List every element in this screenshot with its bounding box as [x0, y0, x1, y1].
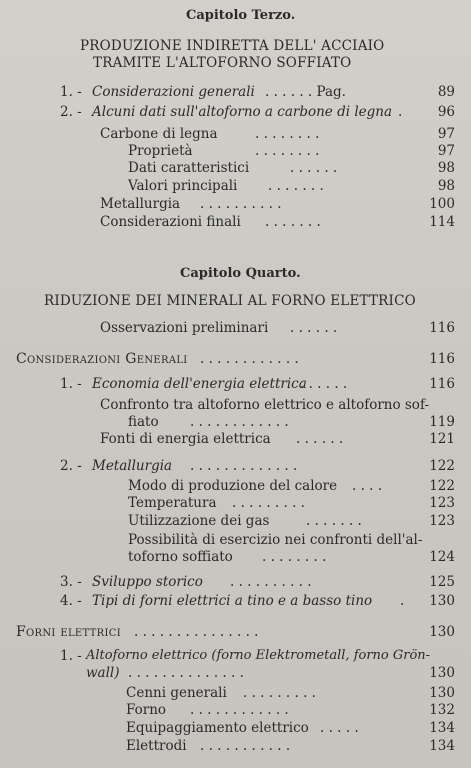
- toc-entry-page: 96: [437, 104, 455, 120]
- chapter-title: Capitolo Terzo.: [186, 8, 296, 23]
- toc-entry-leader: . . . . . .: [296, 431, 344, 447]
- toc-entry-text: Tipi di forni elettrici a tino e a basso tino: [92, 593, 373, 609]
- toc-entry-leader: . . . . . . . . . . . .: [190, 702, 289, 718]
- chapter-heading: TRAMITE L'ALTOFORNO SOFFIATO: [93, 55, 352, 71]
- toc-entry-page: 116: [429, 320, 455, 336]
- toc-entry-page: 116: [429, 376, 455, 392]
- toc-entry-page: 125: [429, 574, 455, 590]
- toc-entry-text: Sviluppo storico: [92, 574, 203, 590]
- toc-entry-text: Economia dell'energia elettrica: [92, 376, 307, 392]
- toc-entry-text: Elettrodi: [126, 738, 187, 754]
- toc-entry-page: 121: [429, 431, 455, 447]
- chapter-title: Capitolo Quarto.: [180, 266, 301, 281]
- toc-entry-page: 98: [437, 178, 455, 194]
- toc-entry-text: Osservazioni preliminari: [100, 320, 269, 336]
- toc-entry-leader: . . . . . . . . . . . .: [200, 351, 299, 367]
- toc-entry-text: fiato: [128, 414, 159, 430]
- toc-entry-leader: . . . . . . . . .: [232, 495, 305, 511]
- toc-entry-page: 89: [437, 84, 455, 100]
- toc-entry-leader: . . . . . . . . . .: [200, 196, 282, 212]
- toc-entry-text: Cenni generali: [126, 685, 227, 701]
- toc-entry-leader: . . . . . . . .: [255, 143, 320, 159]
- toc-entry-page: 97: [437, 126, 455, 142]
- toc-entry-page: 114: [429, 214, 455, 230]
- toc-entry-leader: . . . . . . . . . .: [230, 574, 312, 590]
- toc-entry-text: Proprietà: [128, 143, 193, 159]
- toc-entry-leader: . . . . . . .: [265, 214, 321, 230]
- toc-entry-text: Utilizzazione dei gas: [128, 513, 270, 529]
- toc-entry-leader: . . . . .: [320, 720, 359, 736]
- toc-entry-text: Altoforno elettrico (forno Elektrometall, forno Grön-: [86, 648, 431, 663]
- toc-entry-page: 130: [429, 624, 455, 640]
- toc-entry-leader: . . . . . . . . . . . . . .: [128, 665, 244, 681]
- toc-entry-text: Metallurgia: [100, 196, 181, 212]
- toc-entry-text: Temperatura: [128, 495, 217, 511]
- toc-entry-leader: . . . . . .: [290, 160, 338, 176]
- toc-entry-text: toforno soffiato: [128, 549, 233, 565]
- toc-entry-page: 119: [429, 414, 455, 430]
- toc-entry-leader: . . . . . .: [290, 320, 338, 336]
- toc-entry-text: Dati caratteristici: [128, 160, 250, 176]
- toc-entry-number: 1. -: [60, 376, 82, 392]
- toc-entry-number: 4. -: [60, 593, 82, 609]
- toc-entry-page: 130: [429, 593, 455, 609]
- toc-entry-page: 100: [429, 196, 455, 212]
- toc-entry-page: 122: [429, 478, 455, 494]
- toc-entry-page: 123: [429, 495, 455, 511]
- toc-entry-text: Alcuni dati sull'altoforno a carbone di legna: [92, 104, 393, 120]
- toc-section-title: Forni elettrici: [16, 624, 121, 640]
- chapter-heading: RIDUZIONE DEI MINERALI AL FORNO ELETTRICO: [44, 293, 416, 309]
- toc-entry-page: 134: [429, 738, 455, 754]
- toc-entry-text: wall): [86, 665, 120, 681]
- toc-entry-text: Fonti di energia elettrica: [100, 431, 271, 447]
- toc-entry-number: 2. -: [60, 104, 82, 120]
- toc-entry-text: Equipaggiamento elettrico: [126, 720, 309, 736]
- toc-entry-text: Carbone di legna: [100, 126, 218, 142]
- toc-entry-text: Possibilità di esercizio nei confronti dell'al-: [128, 532, 423, 548]
- toc-entry-leader: . . . . . . . . . . . .: [190, 414, 289, 430]
- toc-entry-leader: . . . . . . . . . . . . .: [190, 458, 298, 474]
- toc-entry-number: 1. -: [60, 648, 82, 664]
- chapter-heading: PRODUZIONE INDIRETTA DELL' ACCIAIO: [80, 38, 385, 54]
- toc-entry-leader: . . . . . . . . .: [243, 685, 316, 701]
- toc-entry-page: 124: [429, 549, 455, 565]
- toc-entry-leader: . . . . . . .: [268, 178, 324, 194]
- toc-entry-number: 1. -: [60, 84, 82, 100]
- toc-entry-number: 3. -: [60, 574, 82, 590]
- toc-entry-leader: . . . . . .: [300, 376, 348, 392]
- toc-entry-page: 116: [429, 351, 455, 367]
- toc-section-title: Considerazioni Generali: [16, 351, 188, 367]
- toc-entry-leader: . . . . . . . .: [255, 126, 320, 142]
- toc-entry-leader: . . . . . . Pag.: [265, 84, 346, 100]
- toc-entry-page: 98: [437, 160, 455, 176]
- toc-entry-text: Valori principali: [128, 178, 238, 194]
- toc-entry-text: Considerazioni generali: [92, 84, 255, 100]
- toc-entry-page: 123: [429, 513, 455, 529]
- toc-entry-leader: .: [400, 593, 405, 609]
- toc-entry-leader: . . . . . . . .: [262, 549, 327, 565]
- toc-entry-text: Modo di produzione del calore: [128, 478, 338, 494]
- toc-entry-page: 134: [429, 720, 455, 736]
- toc-entry-page: 130: [429, 665, 455, 681]
- toc-entry-text: Considerazioni finali: [100, 214, 241, 230]
- toc-entry-text: Forno: [126, 702, 167, 718]
- toc-entry-text: Metallurgia: [92, 458, 173, 474]
- toc-entry-leader: .: [398, 104, 403, 120]
- toc-entry-page: 130: [429, 685, 455, 701]
- toc-entry-page: 132: [429, 702, 455, 718]
- toc-entry-leader: . . . .: [352, 478, 383, 494]
- toc-entry-leader: . . . . . . . . . . . . . . .: [134, 624, 259, 640]
- toc-entry-number: 2. -: [60, 458, 82, 474]
- toc-entry-text: Confronto tra altoforno elettrico e altoforno sof-: [100, 397, 430, 413]
- toc-entry-page: 97: [437, 143, 455, 159]
- toc-entry-leader: . . . . . . .: [306, 513, 362, 529]
- toc-entry-leader: . . . . . . . . . . .: [200, 738, 291, 754]
- toc-entry-page: 122: [429, 458, 455, 474]
